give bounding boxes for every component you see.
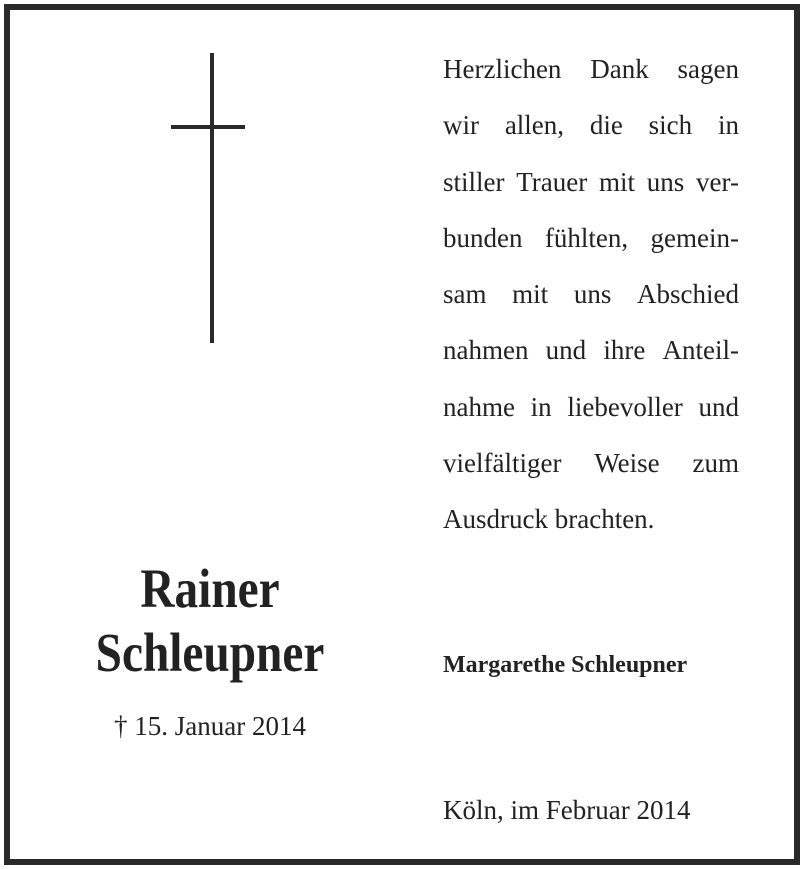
- thank-you-word: bunden: [443, 222, 523, 253]
- thank-you-word: uns: [573, 279, 612, 310]
- thank-you-word: sam: [443, 279, 487, 310]
- thank-you-word: und: [545, 335, 587, 366]
- thank-you-word: ihre: [603, 335, 646, 366]
- thank-you-word: in: [717, 110, 739, 141]
- place-and-date: Köln, im Februar 2014: [443, 795, 691, 825]
- thank-you-word: allen,: [504, 110, 565, 141]
- thank-you-word: nahme: [443, 391, 515, 422]
- thank-you-line: [443, 272, 739, 328]
- thank-you-word: Herzlichen: [443, 54, 562, 84]
- thank-you-word: nahmen: [443, 335, 529, 366]
- thank-you-word: sich: [648, 110, 693, 141]
- thank-you-word: ver-: [696, 166, 739, 197]
- thank-you-text: [443, 47, 739, 554]
- thank-you-word: uns: [646, 166, 685, 197]
- thank-you-word: sagen: [677, 54, 739, 84]
- thank-you-word: Anteil-: [662, 335, 739, 366]
- thank-you-word: zum: [692, 448, 739, 479]
- cross-icon-bar: [171, 125, 245, 129]
- thank-you-line: [443, 328, 739, 384]
- thank-you-word: Abschied: [637, 279, 739, 310]
- thank-you-word: fühlten,: [544, 222, 629, 253]
- thank-you-word: liebevoller: [567, 391, 683, 422]
- thank-you-line: [443, 216, 739, 272]
- signature: Margarethe Schleupner: [443, 652, 688, 678]
- thank-you-word: vielfältiger: [443, 448, 562, 479]
- thank-you-word: Weise: [594, 448, 660, 479]
- cross-icon: [210, 53, 214, 343]
- thank-you-word: die: [589, 110, 623, 141]
- notice-frame: [4, 4, 800, 865]
- thank-you-line: [443, 160, 739, 216]
- thank-you-word: Ausdruck brachten.: [443, 504, 655, 535]
- thank-you-word: mit: [599, 166, 636, 197]
- thank-you-word: und: [698, 391, 739, 422]
- thank-you-word: gemein-: [650, 222, 739, 253]
- thank-you-line: [443, 441, 739, 497]
- thank-you-word: in: [530, 391, 552, 422]
- deceased-last-name: Schleupner: [95, 622, 325, 683]
- deceased-first-name: Rainer: [140, 558, 280, 619]
- thank-you-line: [443, 497, 739, 553]
- thank-you-word: mit: [512, 279, 549, 310]
- thank-you-word: stiller: [443, 166, 505, 197]
- thank-you-word: wir: [443, 110, 479, 141]
- thank-you-line: [443, 385, 739, 441]
- thank-you-line: [443, 103, 739, 159]
- thank-you-word: Trauer: [516, 166, 588, 197]
- thank-you-line: [443, 47, 739, 103]
- death-date: † 15. Januar 2014: [114, 711, 306, 741]
- thank-you-word: Dank: [590, 54, 649, 84]
